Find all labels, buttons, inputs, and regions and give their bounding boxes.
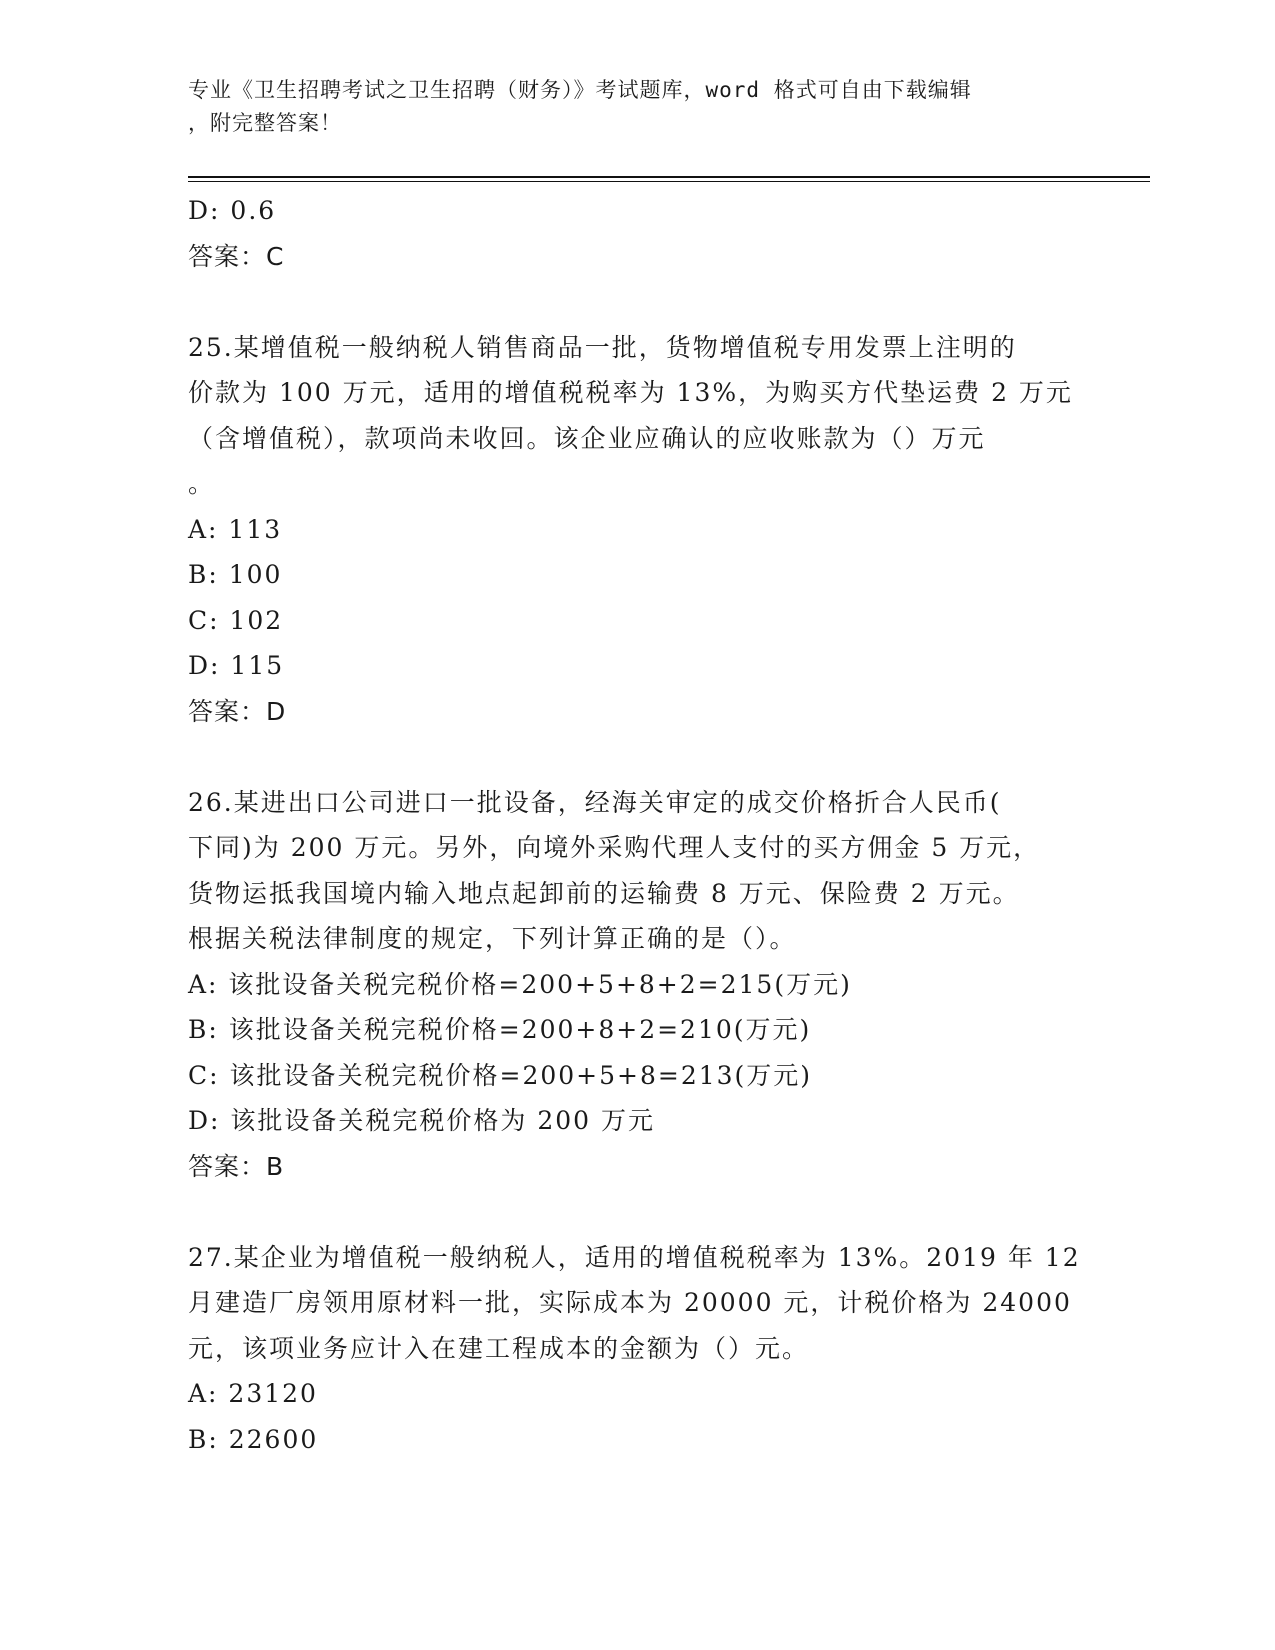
header-line-1: 专业《卫生招聘考试之卫生招聘（财务）》考试题库，word 格式可自由下载编辑 (188, 78, 972, 102)
option-a: A: 该批设备关税完税价格=200+5+8+2=215(万元) (188, 969, 852, 999)
answer-line: 答案：C (188, 241, 285, 271)
stem-line: 元，该项业务应计入在建工程成本的金额为（）元。 (188, 1333, 810, 1363)
stem-line: 。 (188, 469, 216, 498)
question-stem (188, 780, 1088, 962)
answer-line: 答案：B (188, 1151, 285, 1181)
option-b: B: 100 (188, 560, 283, 589)
header-line-2: ，附完整答案！ (188, 111, 342, 135)
stem-line: （含增值税），款项尚未收回。该企业应确认的应收账款为（）万元 (188, 423, 986, 453)
option-b: B: 22600 (188, 1424, 319, 1454)
option-d: D: 该批设备关税完税价格为 200 万元 (188, 1106, 656, 1135)
stem-line: 26.某进出口公司进口一批设备，经海关审定的成交价格折合人民币( (188, 787, 1002, 817)
header-divider-thick (188, 176, 1150, 178)
document-header (188, 74, 1088, 140)
carryover-block (188, 188, 1088, 279)
option-c: C: 该批设备关税完税价格=200+5+8=213(万元) (188, 1060, 813, 1090)
option-d: D: 115 (188, 651, 285, 680)
question-stem (188, 325, 1088, 507)
option-a: A: 23120 (188, 1379, 318, 1408)
question-25 (188, 325, 1088, 735)
question-27 (188, 1235, 1088, 1463)
question-26 (188, 780, 1088, 1190)
option-b: B: 该批设备关税完税价格=200+8+2=210(万元) (188, 1015, 812, 1044)
stem-line: 月建造厂房领用原材料一批，实际成本为 20000 元，计税价格为 24000 (188, 1288, 1072, 1317)
option-d: D: 0.6 (188, 196, 277, 225)
header-divider-thin (188, 181, 1150, 182)
answer-line: 答案：D (188, 696, 287, 726)
stem-line: 价款为 100 万元，适用的增值税税率为 13%，为购买方代垫运费 2 万元 (188, 378, 1073, 407)
stem-line: 货物运抵我国境内输入地点起卸前的运输费 8 万元、保险费 2 万元。 (188, 878, 1020, 908)
option-c: C: 102 (188, 605, 284, 635)
question-content (188, 188, 1088, 1462)
option-a: A: 113 (188, 514, 283, 544)
stem-line: 25.某增值税一般纳税人销售商品一批，货物增值税专用发票上注明的 (188, 332, 1017, 362)
question-stem (188, 1235, 1088, 1372)
stem-line: 下同)为 200 万元。另外，向境外采购代理人支付的买方佣金 5 万元， (188, 833, 1041, 862)
stem-line: 根据关税法律制度的规定，下列计算正确的是（）。 (188, 924, 797, 953)
stem-line: 27.某企业为增值税一般纳税人，适用的增值税税率为 13%。2019 年 12 (188, 1242, 1081, 1272)
